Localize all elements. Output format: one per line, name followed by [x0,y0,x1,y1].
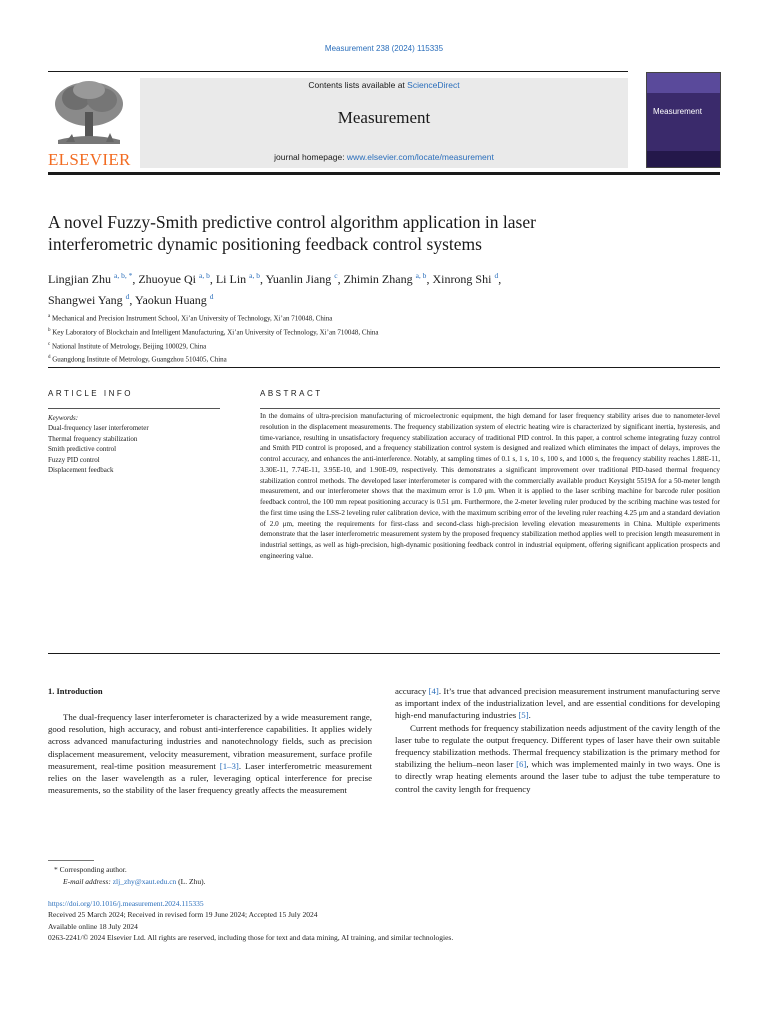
paragraph-text: accuracy [395,686,429,696]
author-sep: , [209,272,216,286]
author-sep: , [337,272,344,286]
keyword-item: Smith predictive control [48,445,117,454]
copyright-line: 0263-2241/© 2024 Elsevier Ltd. All rights are reserved, including those for text and data mining, AI training, and similar technologies. [48,932,454,942]
keyword-item: Dual-frequency laser interferometer [48,424,149,433]
author-list [48,267,688,309]
email-footnote [48,876,688,888]
reference-link[interactable]: [4] [428,686,439,696]
corresponding-text: Corresponding author. [59,865,127,874]
author-sep: , [260,272,266,286]
citation-link-text[interactable]: Measurement 238 (2024) 115335 [324,44,444,53]
body-start-rule [48,653,720,654]
journal-name: Measurement [337,108,431,127]
paragraph [395,685,720,722]
history-line: Received 25 March 2024; Received in revised form 19 June 2024; Accepted 15 July 2024 [48,910,318,920]
footnote-rule [48,860,94,861]
author-sep: , [132,272,139,286]
paragraph [48,711,372,796]
paragraph [395,722,720,795]
affiliation-text: Key Laboratory of Blockchain and Intelligent Manufacturing, Xi’an University of Technology, Xi’an 710048, China [52,328,379,337]
paragraph-text: Current methods for frequency stabilization needs adjustment of the cavity length of the laser tube to regulate the output frequency. Different types of laser have their own suitable frequency stabilization methods. Thermal frequency stabilization is the primary method for stabilizing the helium–neon laser [395,722,720,770]
affiliation-item [48,352,688,366]
author-affil-sup[interactable]: d [494,271,499,280]
keywords-label: Keywords: [48,414,79,422]
keyword-item: Fuzzy PID control [48,455,100,464]
journal-citation-link[interactable] [0,44,768,53]
author-affil-sup[interactable]: d [125,292,130,301]
paragraph-text: . Laser interferometric measurement relies on the laser wavelength as a ruler, leveraging optical interference for precise measurements, so the stability of the laser frequency greatly affects the measurement [48,760,372,796]
affiliation-key: d [48,355,51,361]
paragraph-text: The dual-frequency laser interferometer is characterized by a wide measurement range, good resolution, high accuracy, and robust anti-interference capabilities. It applies widely across advanced manufacturing industries and nanotechnology fields, such as precision displacement measurement, velocity measurement, vibration measurement, surface profile measurement, real-time position measurement [48,712,372,771]
reference-link[interactable]: [6] [516,759,527,770]
email-label: E-mail address: [63,877,111,886]
author-affil-sup[interactable]: c [334,271,338,280]
header-thick-rule [48,172,720,175]
article-meta [48,898,720,943]
cover-stripe [647,73,720,93]
paragraph-text: , which was implemented mainly in two ways. One is to directly wrap heating elements around the laser tube to adjust the tube temperature to control the cavity length for frequency [395,759,720,794]
affiliation-list [48,311,688,366]
homepage-prefix: journal homepage: [274,152,347,162]
sciencedirect-link[interactable]: ScienceDirect [407,80,460,90]
affiliation-key: b [48,327,51,333]
tree-icon [48,78,130,150]
title-line-1: A novel Fuzzy-Smith predictive control algorithm application in laser [48,212,536,232]
author-name[interactable]: Zhimin Zhang [343,272,413,286]
keyword-item: Thermal frequency stabilization [48,434,138,443]
author-name[interactable]: Yuanlin Jiang [265,272,332,286]
article-info-rule [48,408,220,409]
cover-footer [647,151,720,167]
doi-link[interactable]: https://doi.org/10.1016/j.measurement.2024.115335 [48,899,204,908]
affiliation-text: Mechanical and Precision Instrument School, Xi’an University of Technology, Xi’an 710048, China [51,314,333,323]
author-name[interactable]: Xinrong Shi [432,272,492,286]
online-line: Available online 18 July 2024 [48,921,138,931]
author-affil-sup[interactable]: a, b, * [114,271,133,280]
section-heading-introduction: 1. Introduction [48,686,103,696]
author-affil-sup[interactable]: d [209,292,214,301]
email-link[interactable]: zlj_zhy@xaut.edu.cn [112,877,177,886]
affiliation-key: c [48,341,51,347]
section-rule [48,367,720,368]
header-top-rule [48,71,628,72]
affiliation-key: a [48,314,51,319]
footnotes [48,864,688,888]
author-name[interactable]: Lingjian Zhu [48,272,111,286]
homepage-link[interactable]: www.elsevier.com/locate/measurement [346,152,494,162]
paragraph-text: . It’s true that advanced precision measurement instrument manufacturing serve as important index of the industrialization level, and are essential conditions for developing high-end manufacturing industries [395,686,721,721]
title-line-2: interferometric dynamic positioning feedback control systems [48,234,482,254]
keywords-block [48,413,220,475]
elsevier-wordmark: ELSEVIER [48,150,131,169]
contents-prefix: Contents lists available at [308,80,408,90]
author-name[interactable]: Li Lin [215,272,247,286]
journal-homepage-line [140,152,628,162]
affiliation-text: National Institute of Metrology, Beijing 100029, China [51,341,207,350]
author-sep: , [498,272,502,286]
article-title [48,211,668,255]
body-column-left [48,711,372,796]
contents-lists-line [140,80,628,90]
author-name[interactable]: Yaokun Huang [134,293,207,307]
affiliation-text: Guangdong Institute of Metrology, Guangzhou 510405, China [52,355,227,364]
keyword-item: Displacement feedback [48,466,114,475]
affiliation-item [48,339,688,353]
abstract-text: In the domains of ultra-precision manufacturing of microelectronic equipment, the high demand for laser frequency stability arises due to nanometer-level resolution in the displacement measurements. The frequency stabilization system of electric heating wire is characterized by significant inertia, hysteresis, and time-variance, resulting in unsatisfactory frequency stabilization accuracy of traditional PID control. In this paper, a control scheme integrating fuzzy control and Smith PID control is proposed, and a frequency stabilization control system is designed and realized which eliminates the impact of delays, improves the control accuracy, and enhances the anti-interference. Notably, at sampling times of 0.1 s, 1 s, 10 s, 100 s, and 1000 s, the frequency stability reaches 1.88E-11, 3.30E-11, 7.74E-11, 3.95E-10, and 1.90E-09, respectively. This demonstrates a significant improvement over traditional PID-based thermal frequency stabilization control methods. The developed laser interferometer is compared with the commercially available product Keysight 5519A for a 50-meter length measurement, and our interferometer shows that the maximum error is 1.0 μm. When it is applied to the laser scribing machine for barcode ruler position feedback control, the 100 mm repeat positioning accuracy is 0.51 μm. Furthermore, the 2-meter leveling ruler produced by the scribing machine was tested for the first time using the LSS-2 leveling ruler calibration device, with the maximum scribing error of the leveling ruler reaching 4.25 μm and a standard deviation of 2.0 μm, meeting the requirements for first-class and second-class high-precision leveling elevation measurements in China. Multiple experiments demonstrate that the laser interferometric measurement system by the proposed frequency stabilization method applies well to precision length measurement in industrial settings, as well as high-precision, high-dynamic positioning feedback control in industrial equipment, offering significant application prospects and engineering value. [260,412,720,560]
abstract-heading: ABSTRACT [260,389,323,398]
author-sep: , [129,293,135,307]
abstract-rule [260,408,720,409]
body-column-right [395,685,720,795]
author-name[interactable]: Zhuoyue Qi [138,272,196,286]
article-info-heading: ARTICLE INFO [48,389,133,398]
paragraph-text: . [528,710,531,721]
author-affil-sup[interactable]: a, b [249,271,261,280]
email-suffix: (L. Zhu). [176,877,206,886]
journal-cover-thumbnail[interactable] [646,72,721,168]
affiliation-item [48,311,688,325]
cover-title: Measurement [653,107,702,116]
author-affil-sup[interactable]: a, b [415,271,427,280]
author-sep: , [426,272,433,286]
author-affil-sup[interactable]: a, b [199,271,210,280]
affiliation-item [48,325,688,339]
reference-link[interactable]: [5] [518,710,529,721]
author-name[interactable]: Shangwei Yang [48,293,123,307]
corresponding-footnote: * Corresponding author. [54,865,127,874]
reference-link[interactable]: [1–3] [219,760,239,771]
